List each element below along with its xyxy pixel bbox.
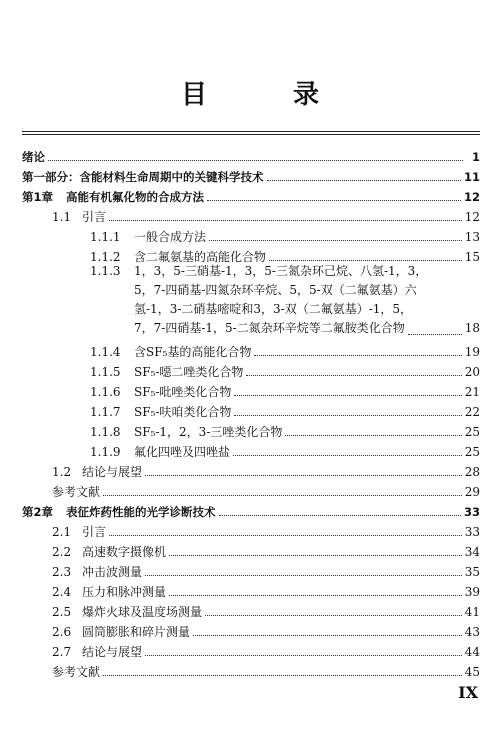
toc-entry-page: 43	[464, 625, 480, 639]
toc-entry[interactable]	[90, 345, 480, 359]
toc-entry-text: 含SF₅基的高能化合物	[134, 345, 252, 359]
toc-entry-page: 21	[464, 385, 480, 399]
toc-entry-text: SF₅-呋咱类化合物	[134, 405, 232, 419]
dot-leader	[193, 635, 462, 636]
toc-entry-page: 12	[463, 190, 480, 204]
toc-entry-text: 引言	[82, 525, 107, 539]
dot-leader	[145, 655, 462, 656]
dot-leader	[103, 675, 462, 676]
dot-leader	[408, 334, 462, 335]
toc-entry-text: 高能有机氟化物的合成方法	[66, 190, 204, 204]
toc-entry[interactable]	[52, 565, 480, 579]
dot-leader	[234, 415, 461, 416]
toc-entry-text: 冲击波测量	[82, 565, 143, 579]
toc-entry-number: 1.1.8	[90, 425, 121, 439]
dot-leader	[205, 615, 462, 616]
dot-leader	[145, 575, 462, 576]
dot-leader	[169, 595, 462, 596]
toc-entry-text: SF₅-吡唑类化合物	[134, 385, 232, 399]
toc-entry-page: 35	[464, 565, 480, 579]
toc-entry-text: SF₅-1，2，3-三唑类化合物	[134, 425, 283, 439]
page-title: 目 录	[180, 80, 349, 110]
toc-entry-number: 1.2	[52, 465, 72, 479]
page-number: IX	[458, 683, 478, 702]
toc-entry-number: 1.1.9	[90, 445, 121, 459]
dot-leader	[269, 260, 462, 261]
toc-entry-line: 1，3，5-三硝基-1，3，5-三氮杂环己烷、八氢-1，3，	[134, 264, 428, 278]
toc-entry-page: 15	[464, 250, 480, 264]
toc-entry-text: SF₅-噁二唑类化合物	[134, 365, 244, 379]
toc-entry-number: 2.4	[52, 585, 72, 599]
toc-entry-number: 2.2	[52, 545, 72, 559]
toc-entry-number: 1.1.2	[90, 250, 121, 264]
toc-entry-number: 1.1.4	[90, 345, 121, 359]
toc-entry-number: 1.1.5	[90, 365, 121, 379]
toc-entry-line: 氢-1，3-二硝基嘧啶和3，3-双（二氟氨基）-1，5，	[134, 302, 413, 316]
toc-entry[interactable]	[90, 405, 480, 419]
toc-entry-number: 1.1.3	[90, 264, 121, 278]
toc-entry[interactable]	[90, 365, 480, 379]
toc-entry-text: 参考文献	[52, 485, 101, 499]
toc-entry-page: 19	[464, 345, 480, 359]
toc-entry-text: 压力和脉冲测量	[82, 585, 167, 599]
dot-leader	[48, 160, 463, 161]
dot-leader	[246, 375, 461, 376]
toc-entry-number: 2.6	[52, 625, 72, 639]
toc-entry-page: 33	[464, 525, 480, 539]
toc-entry-number: 1.1	[52, 210, 72, 224]
top-rule-thin	[22, 134, 480, 135]
toc-entry-text: 表征炸药性能的光学诊断技术	[66, 505, 216, 519]
toc-entry[interactable]	[52, 605, 480, 619]
toc-entry[interactable]	[90, 425, 480, 439]
dot-leader	[109, 220, 462, 221]
toc-entry-page: 29	[464, 485, 480, 499]
dot-leader	[169, 555, 462, 556]
toc-entry-page: 1	[471, 150, 480, 164]
toc-entry-page: 34	[464, 545, 480, 559]
toc-entry[interactable]	[52, 210, 480, 224]
toc-entry-page: 13	[464, 230, 480, 244]
toc-entry-text: 爆炸火球及温度场测量	[82, 605, 203, 619]
toc-entry-text: 参考文献	[52, 665, 101, 679]
toc-entry[interactable]	[52, 585, 480, 599]
toc-entry-page: 20	[464, 365, 480, 379]
toc-entry-page: 12	[464, 210, 480, 224]
dot-leader	[234, 395, 461, 396]
toc-entry-number: 1.1.6	[90, 385, 121, 399]
toc-entry[interactable]	[22, 170, 480, 184]
toc-entry-page: 28	[464, 465, 480, 479]
toc-entry-number: 第2章	[22, 505, 54, 519]
dot-leader	[145, 475, 462, 476]
dot-leader	[254, 355, 461, 356]
toc-entry-page: 25	[464, 425, 480, 439]
toc-entry-page: 33	[463, 505, 480, 519]
dot-leader	[109, 535, 462, 536]
toc-entry[interactable]	[52, 465, 480, 479]
dot-leader	[267, 180, 461, 181]
toc-entry[interactable]	[52, 525, 480, 539]
dot-leader	[103, 495, 462, 496]
toc-entry-page: 11	[463, 170, 480, 184]
toc-entry-text: 结论与展望	[82, 465, 143, 479]
dot-leader	[209, 240, 462, 241]
toc-entry[interactable]	[22, 190, 480, 204]
toc-entry[interactable]	[52, 665, 480, 679]
toc-entry[interactable]	[22, 150, 480, 164]
toc-entry-text: 含二氟氨基的高能化合物	[134, 250, 267, 264]
toc-entry[interactable]	[90, 445, 480, 459]
toc-entry-text: 7，7-四硝基-1，5-二氮杂环辛烷等二氟胺类化合物	[134, 321, 405, 335]
toc-entry-number: 1.1.7	[90, 405, 121, 419]
dot-leader	[219, 515, 461, 516]
toc-entry[interactable]	[52, 645, 480, 659]
toc-entry[interactable]	[90, 385, 480, 399]
toc-entry[interactable]	[52, 485, 480, 499]
toc-entry-line: 5，7-四硝基-四氮杂环辛烷、5，5-双（二氟氨基）六	[134, 283, 417, 297]
toc-entry-text: 氟化四唑及四唑盐	[134, 445, 231, 459]
toc-entry-text: 高速数字摄像机	[82, 545, 167, 559]
toc-entry-number: 2.5	[52, 605, 72, 619]
toc-entry-page: 25	[464, 445, 480, 459]
toc-entry-text: 一般合成方法	[134, 230, 207, 244]
toc-entry-page: 39	[464, 585, 480, 599]
toc-entry-line	[134, 319, 480, 338]
toc-entry-number: 1.1.1	[90, 230, 121, 244]
toc-entry-number: 2.1	[52, 525, 72, 539]
toc-entry[interactable]	[22, 505, 480, 519]
toc-entry-text: 结论与展望	[82, 645, 143, 659]
toc-entry-number: 2.3	[52, 565, 72, 579]
toc-entry[interactable]	[52, 545, 480, 559]
top-rule	[22, 131, 480, 132]
toc-entry-multiline[interactable]	[90, 262, 480, 342]
toc-entry-number: 2.7	[52, 645, 72, 659]
toc-entry-text: 引言	[82, 210, 107, 224]
toc-entry-page: 45	[464, 665, 480, 679]
toc-entry-page: 18	[464, 321, 480, 335]
toc-entry[interactable]	[52, 625, 480, 639]
dot-leader	[207, 200, 461, 201]
dot-leader	[233, 455, 462, 456]
toc-entry-number: 第1章	[22, 190, 54, 204]
toc-entry-text: 绪论	[22, 150, 45, 164]
toc-entry-text: 第一部分：含能材料生命周期中的关键科学技术	[22, 170, 264, 184]
toc-entry-page: 41	[464, 605, 480, 619]
dot-leader	[285, 435, 461, 436]
toc-entry-text: 圆筒膨胀和碎片测量	[82, 625, 191, 639]
toc-entry[interactable]	[90, 230, 480, 244]
toc-entry-page: 44	[464, 645, 480, 659]
toc-entry-page: 22	[464, 405, 480, 419]
